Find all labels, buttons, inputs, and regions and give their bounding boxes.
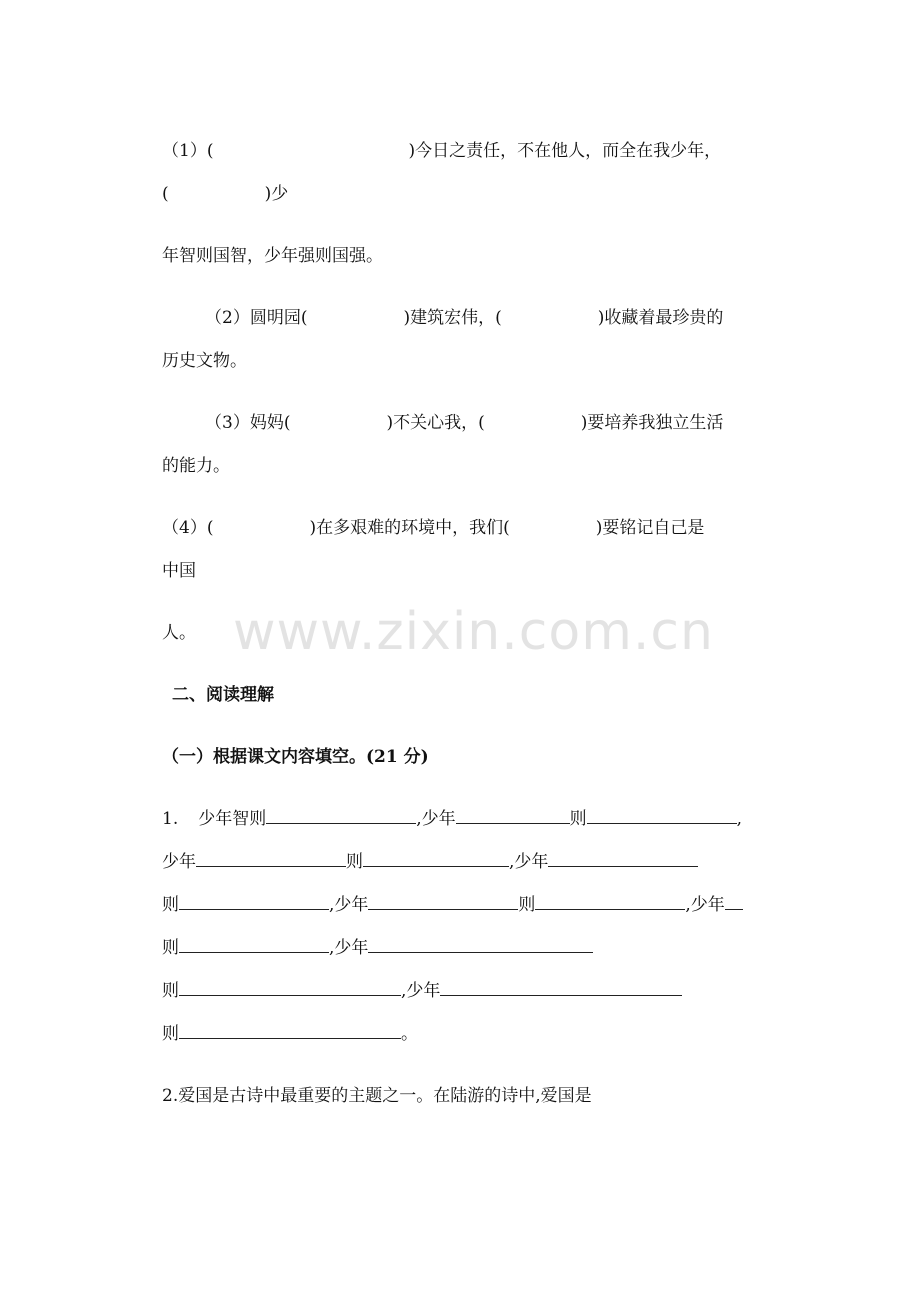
underline-blank[interactable] — [725, 894, 743, 910]
text: ,少年 — [685, 895, 725, 915]
text: 则 — [569, 809, 587, 829]
text: ( — [162, 184, 169, 204]
text: )建筑宏伟，( — [403, 308, 502, 328]
text: )不关心我，( — [386, 413, 485, 433]
underline-blank[interactable] — [368, 937, 593, 953]
question-3-line-1 — [205, 412, 723, 434]
text: （4）( — [162, 518, 214, 538]
text: )在多艰难的环境中，我们( — [309, 518, 510, 538]
number: 1. — [162, 809, 179, 829]
text: )收藏着最珍贵的 — [597, 308, 724, 328]
underline-blank[interactable] — [179, 1023, 401, 1039]
question-1-line-2 — [162, 183, 288, 205]
underline-blank[interactable] — [548, 851, 698, 867]
text: )要铭记自己是 — [595, 518, 705, 538]
text: 则 — [162, 938, 179, 958]
reading-q1-line-4 — [162, 937, 593, 959]
text: )今日之责任，不在他人，而全在我少年， — [408, 141, 722, 161]
underline-blank[interactable] — [456, 808, 570, 824]
text: 则 — [346, 852, 363, 872]
question-4-line-1 — [162, 517, 704, 539]
text: , — [736, 809, 743, 829]
reading-q1-line-5 — [162, 980, 682, 1002]
reading-q1-line-3 — [162, 894, 743, 916]
text: ,少年 — [329, 938, 369, 958]
underline-blank[interactable] — [440, 980, 682, 996]
underline-blank[interactable] — [587, 808, 737, 824]
underline-blank[interactable] — [363, 851, 509, 867]
question-3-line-2: 的能力。 — [162, 456, 230, 476]
watermark: www.zixin.com.cn — [233, 602, 714, 662]
question-2-line-2: 历史文物。 — [162, 351, 247, 371]
text: （2）圆明园( — [205, 308, 308, 328]
underline-blank[interactable] — [368, 894, 518, 910]
text: （1）( — [162, 141, 214, 161]
question-1-line-3: 年智则国智，少年强则国强。 — [162, 246, 383, 266]
underline-blank[interactable] — [179, 980, 401, 996]
text: 则 — [162, 981, 179, 1001]
text: ,少年 — [401, 981, 441, 1001]
text: ,少年 — [509, 852, 549, 872]
text: 少年 — [162, 852, 196, 872]
reading-q1-line-6 — [162, 1023, 418, 1045]
text: 则 — [518, 895, 536, 915]
question-1-line-1 — [162, 140, 721, 162]
text: 。 — [401, 1024, 418, 1044]
text: )要培养我独立生活 — [580, 413, 724, 433]
underline-blank[interactable] — [179, 894, 329, 910]
underline-blank[interactable] — [196, 851, 346, 867]
reading-q2-line-1: 2.爱国是古诗中最重要的主题之一。在陆游的诗中,爱国是 — [162, 1086, 592, 1106]
underline-blank[interactable] — [179, 937, 329, 953]
text: ,少年 — [329, 895, 369, 915]
reading-q1-line-1 — [162, 808, 742, 830]
question-4-line-3: 人。 — [162, 623, 196, 643]
question-2-line-1 — [205, 307, 723, 329]
underline-blank[interactable] — [266, 808, 416, 824]
reading-q1-line-2 — [162, 851, 698, 873]
text: 则 — [162, 895, 179, 915]
text: 则 — [162, 1024, 179, 1044]
text: ,少年 — [416, 809, 456, 829]
underline-blank[interactable] — [535, 894, 685, 910]
text: （3）妈妈( — [205, 413, 291, 433]
text: )少 — [264, 184, 289, 204]
sub-heading: （一）根据课文内容填空。(21 分) — [162, 747, 429, 767]
section-heading: 二、阅读理解 — [172, 685, 274, 705]
question-4-line-2: 中国 — [162, 561, 196, 581]
text: 少年智则 — [198, 809, 267, 829]
